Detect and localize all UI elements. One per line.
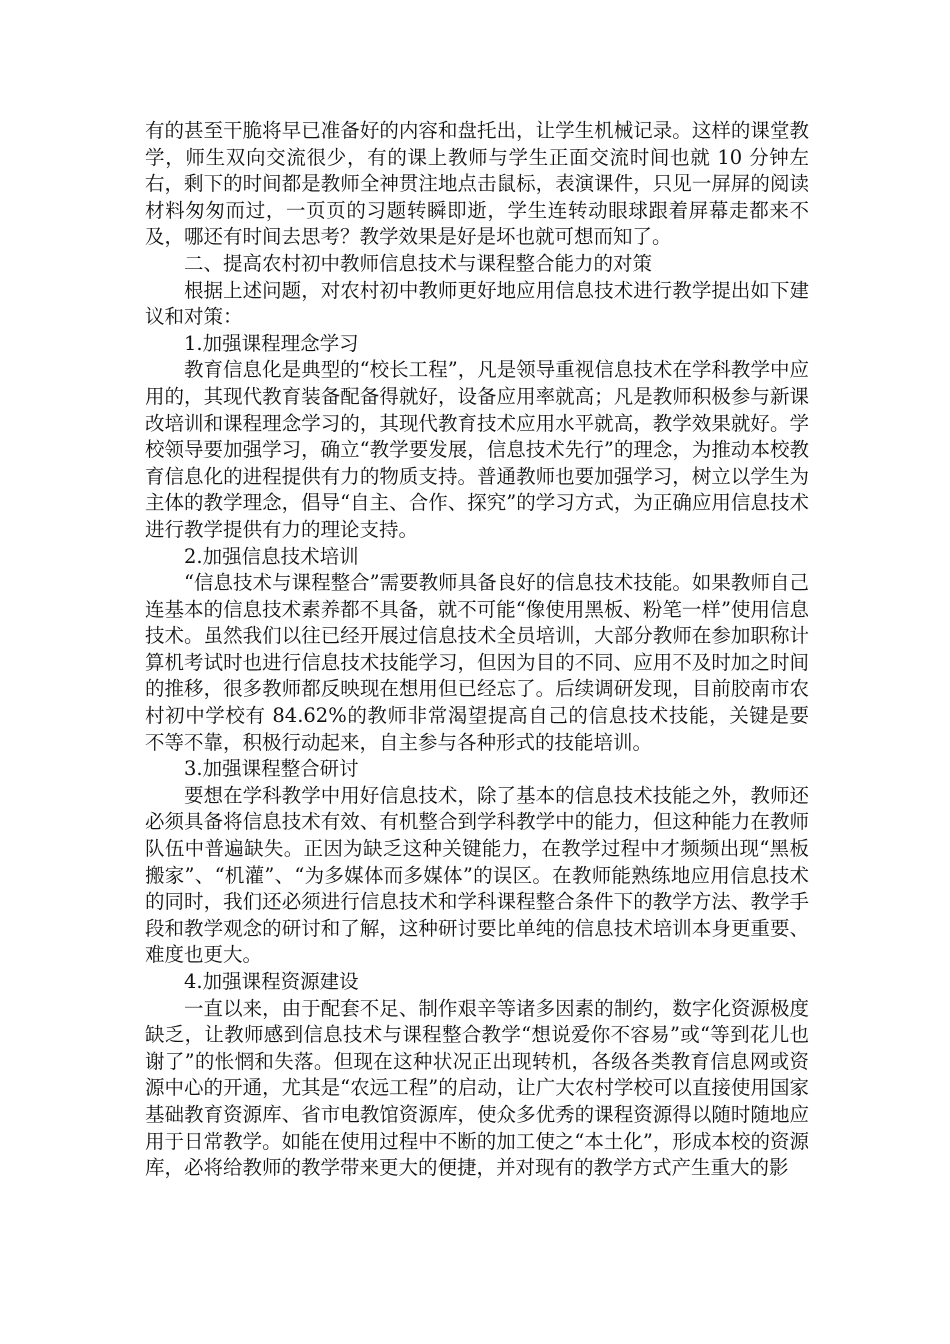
section-heading: 二、提高农村初中教师信息技术与课程整合能力的对策 — [184, 251, 653, 275]
body-paragraph: “信息技术与课程整合”需要教师具备良好的信息技术技能。如果教师自己连基本的信息技术素养都不具备，就不可能“像使用黑板、粉笔一样”使用信息技术。虽然我们以往已经开展过信息技术全员培训，大部分教师在参加职称计算机考试时也进行信息技术技能学习，但因为目的不同、应用不及时加之时间的推移，很多教师都反映现在想用但已经忘了。后续调研发现，目前胶南市农村初中学校有 84.62%的教师非常渴望提高自己的信息技术技能，关键是要不等不靠，积极行动起来，自主参与各种形式的技能培训。 — [145, 571, 809, 754]
body-paragraph: 根据上述问题，对农村初中教师更好地应用信息技术进行教学提出如下建议和对策： — [145, 278, 809, 329]
body-paragraph: 一直以来，由于配套不足、制作艰辛等诸多因素的制约，数字化资源极度缺乏，让教师感到信息技术与课程整合教学“想说爱你不容易”或“等到花儿也谢了”的怅惘和失落。但现在这种状况正出现转机，各级各类教育信息网或资源中心的开通，尤其是“农远工程”的启动，让广大农村学校可以直接使用国家基础教育资源库、省市电教馆资源库，使众多优秀的课程资源得以随时随地应用于日常教学。如能在使用过程中不断的加工使之“本土化”，形成本校的资源库，必将给教师的教学带来更大的便捷，并对现有的教学方式产生重大的影 — [145, 996, 809, 1180]
body-paragraph: 有的甚至干脆将早已准备好的内容和盘托出，让学生机械记录。这样的课堂教学，师生双向交流很少，有的课上教师与学生正面交流时间也就 10 分钟左右，剩下的时间都是教师全神贯注地点击鼠标，表演课件，只见一屏屏的阅读材料匆匆而过，一页页的习题转瞬即逝，学生连转动眼球跟着屏幕走都来不及，哪还有时间去思考？教学效果是好是坏也就可想而知了。 — [145, 119, 809, 249]
subsection-heading: 4.加强课程资源建设 — [184, 970, 359, 993]
body-paragraph: 要想在学科教学中用好信息技术，除了基本的信息技术技能之外，教师还必须具备将信息技术有效、有机整合到学科教学中的能力，但这种能力在教师队伍中普遍缺失。正因为缺乏这种关键能力，在教学过程中才频频出现“黑板搬家”、“机灌”、“为多媒体而多媒体”的误区。在教师能熟练地应用信息技术的同时，我们还必须进行信息技术和学科课程整合条件下的教学方法、教学手段和教学观念的研讨和了解，这种研讨要比单纯的信息技术培训本身更重要、难度也更大。 — [145, 783, 809, 967]
subsection-heading: 3.加强课程整合研讨 — [184, 757, 359, 781]
subsection-heading: 2.加强信息技术培训 — [184, 544, 359, 568]
subsection-heading: 1.加强课程理念学习 — [184, 331, 359, 355]
body-paragraph: 教育信息化是典型的“校长工程”，凡是领导重视信息技术在学科教学中应用的，其现代教育装备配备得就好，设备应用率就高；凡是教师积极参与新课改培训和课程理念学习的，其现代教育技术应用水平就高，教学效果就好。学校领导要加强学习，确立“教学要发展，信息技术先行”的理念，为推动本校教育信息化的进程提供有力的物质支持。普通教师也要加强学习，树立以学生为主体的教学理念，倡导“自主、合作、探究”的学习方式，为正确应用信息技术进行教学提供有力的理论支持。 — [145, 358, 809, 541]
document-page — [145, 118, 809, 1182]
